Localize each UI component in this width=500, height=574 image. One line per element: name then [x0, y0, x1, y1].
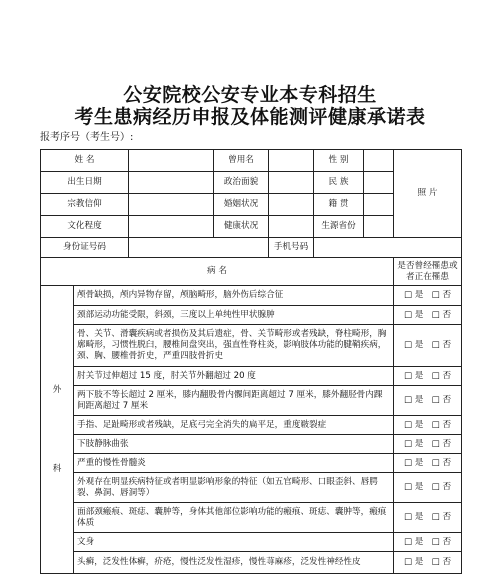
no-checkbox[interactable]: □ 否 — [431, 457, 452, 468]
yes-checkbox[interactable]: □ 是 — [403, 512, 424, 522]
yes-checkbox[interactable]: □ 是 — [403, 457, 424, 468]
political-status-value[interactable] — [269, 172, 314, 194]
disease-item: 下肢静脉曲张 — [74, 435, 394, 454]
yes-checkbox[interactable]: □ 是 — [403, 536, 424, 547]
no-checkbox[interactable]: □ 否 — [431, 482, 452, 492]
yes-checkbox[interactable]: □ 是 — [403, 370, 424, 381]
category-char-2: 科 — [52, 463, 62, 474]
disease-item: 外观存在明显疾病特征或者明显影响形象的特征（如五官畸形、口眼歪斜、唇腭裂、鼻洞、唇洞等） — [74, 473, 394, 503]
disease-header: 病 名 — [41, 258, 394, 286]
no-checkbox[interactable]: □ 否 — [431, 557, 452, 567]
native-place-label: 籍 贯 — [314, 194, 364, 216]
no-checkbox[interactable]: □ 否 — [431, 438, 452, 449]
yes-checkbox[interactable]: □ 是 — [403, 395, 424, 405]
health-status-value[interactable] — [269, 216, 314, 238]
answer-header: 是否曾经罹患或者正在罹患 — [394, 258, 462, 286]
no-checkbox[interactable]: □ 否 — [431, 370, 452, 381]
disease-item: 面部颈瘢痕、斑痣、囊肿等，身体其他部位影响功能的瘢痕、斑痣、囊肿等，瘢痕体质 — [74, 503, 394, 533]
yes-checkbox[interactable]: □ 是 — [403, 438, 424, 449]
name-value[interactable] — [129, 150, 214, 172]
no-checkbox[interactable]: □ 否 — [431, 340, 452, 350]
ethnicity-value[interactable] — [364, 172, 394, 194]
disease-item: 头癣，泛发性体癣，疥疮，慢性泛发性湿疹，慢性荨麻疹，泛发性神经性皮 — [74, 552, 394, 574]
yes-no-checkboxes[interactable] — [394, 386, 462, 416]
no-checkbox[interactable]: □ 否 — [431, 309, 452, 320]
yes-checkbox[interactable]: □ 是 — [403, 419, 424, 430]
marital-status-label: 婚姻状况 — [214, 194, 269, 216]
category-surgery — [41, 286, 74, 574]
declaration-table — [40, 149, 462, 574]
education-label: 文化程度 — [41, 216, 129, 238]
native-place-value[interactable] — [364, 194, 394, 216]
no-checkbox[interactable]: □ 否 — [431, 419, 452, 430]
yes-no-checkboxes[interactable] — [394, 367, 462, 386]
yes-no-checkboxes[interactable] — [394, 503, 462, 533]
gender-value[interactable] — [364, 150, 394, 172]
yes-checkbox[interactable]: □ 是 — [403, 557, 424, 567]
yes-no-checkboxes[interactable] — [394, 306, 462, 325]
former-name-value[interactable] — [269, 150, 314, 172]
yes-no-checkboxes[interactable] — [394, 325, 462, 367]
yes-no-checkboxes[interactable] — [394, 454, 462, 473]
origin-province-label: 生源省份 — [314, 216, 364, 238]
ethnicity-label: 民 族 — [314, 172, 364, 194]
form-title-line-1: 公安院校公安专业本专科招生 — [123, 84, 377, 106]
yes-checkbox[interactable]: □ 是 — [403, 482, 424, 492]
health-status-label: 健康状况 — [214, 216, 269, 238]
disease-item: 颈部运动功能受限，斜颈，三度以上单纯性甲状腺肿 — [74, 306, 394, 325]
id-number-value[interactable] — [129, 238, 269, 258]
religion-value[interactable] — [129, 194, 214, 216]
no-checkbox[interactable]: □ 否 — [431, 290, 452, 300]
disease-item: 颅骨缺损，颅内异物存留，颅脑畸形，脑外伤后综合征 — [74, 286, 394, 306]
education-value[interactable] — [129, 216, 214, 238]
id-number-label: 身份证号码 — [41, 238, 129, 258]
form-title-line-2: 考生患病经历申报及体能测评健康承诺表 — [74, 106, 426, 128]
yes-no-checkboxes[interactable] — [394, 533, 462, 552]
birth-date-label: 出生日期 — [41, 172, 129, 194]
yes-checkbox[interactable]: □ 是 — [403, 290, 424, 300]
yes-checkbox[interactable]: □ 是 — [403, 340, 424, 350]
photo-box[interactable]: 照 片 — [394, 150, 462, 238]
birth-date-value[interactable] — [129, 172, 214, 194]
name-label: 姓 名 — [41, 150, 129, 172]
yes-no-checkboxes[interactable] — [394, 286, 462, 306]
religion-label: 宗教信仰 — [41, 194, 129, 216]
former-name-label: 曾用名 — [214, 150, 269, 172]
yes-checkbox[interactable]: □ 是 — [403, 309, 424, 320]
disease-item: 严重的慢性骨髓炎 — [74, 454, 394, 473]
yes-no-checkboxes[interactable] — [394, 473, 462, 503]
disease-item: 文身 — [74, 533, 394, 552]
marital-status-value[interactable] — [269, 194, 314, 216]
no-checkbox[interactable]: □ 否 — [431, 512, 452, 522]
phone-value[interactable] — [314, 238, 462, 258]
category-char-1: 外 — [52, 384, 62, 395]
no-checkbox[interactable]: □ 否 — [431, 536, 452, 547]
disease-item: 两下肢不等长超过 2 厘米，膝内翻股骨内髁间距离超过 7 厘米，膝外翻胫骨内踝间距离超过 7 厘米 — [74, 386, 394, 416]
no-checkbox[interactable]: □ 否 — [431, 395, 452, 405]
gender-label: 性 别 — [314, 150, 364, 172]
yes-no-checkboxes[interactable] — [394, 552, 462, 574]
yes-no-checkboxes[interactable] — [394, 435, 462, 454]
disease-item: 肘关节过伸超过 15 度，肘关节外翻超过 20 度 — [74, 367, 394, 386]
political-status-label: 政治面貌 — [214, 172, 269, 194]
origin-province-value[interactable] — [364, 216, 394, 238]
disease-item: 骨、关节、滑囊疾病或者损伤及其后遗症，骨、关节畸形或者残缺，脊柱畸形，胸廓畸形，习惯性脱臼，腰椎间盘突出，强直性脊柱炎，影响肢体功能的腱鞘疾病，颈、胸、腰椎骨折史，严重四肢骨折史 — [74, 325, 394, 367]
phone-label: 手机号码 — [269, 238, 314, 258]
disease-item: 手指、足趾畸形或者残缺，足底弓完全消失的扁平足，重度皲裂症 — [74, 416, 394, 435]
yes-no-checkboxes[interactable] — [394, 416, 462, 435]
exam-number-label: 报考序号（考生号）: — [40, 132, 134, 143]
